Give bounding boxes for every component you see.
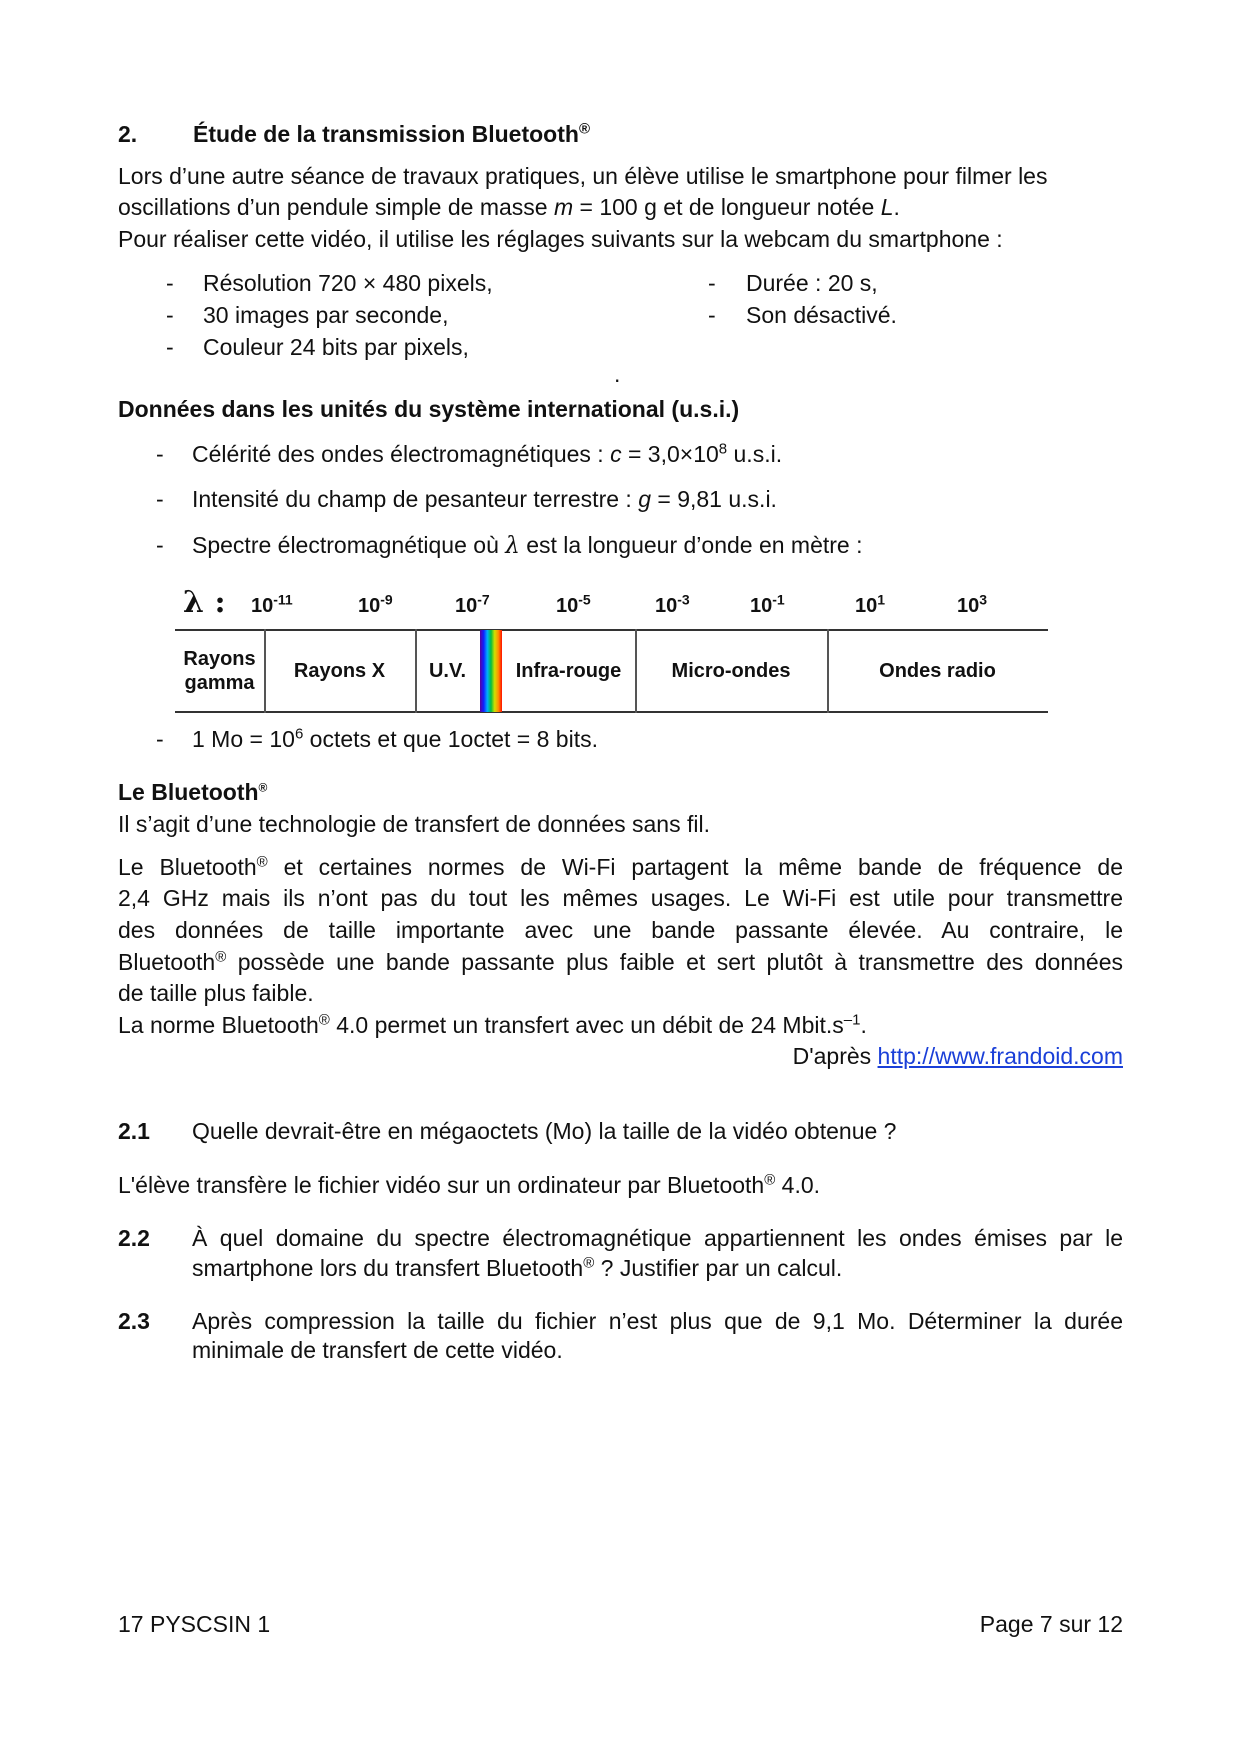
footer-page-number: Page 7 sur 12 xyxy=(979,1611,1123,1637)
question-2-1: Quelle devrait-être en mégaoctets (Mo) la taille de la vidéo obtenue ? xyxy=(192,1118,897,1144)
band-microwave: Micro-ondes xyxy=(671,660,791,682)
band-xray: Rayons X xyxy=(293,660,386,682)
section-number: 2. xyxy=(118,121,138,147)
wavelength-tick: $10^{-11}$ xyxy=(251,591,293,617)
band-infrared: Infra-rouge xyxy=(515,660,622,682)
section-title: Étude de la transmission Bluetooth® xyxy=(193,120,590,147)
list-dash: - xyxy=(156,532,164,558)
intro-line-2: oscillations d’un pendule simple de masse m = 100 g et de longueur notée L. xyxy=(118,194,900,220)
bluetooth-p2-line-2: 2,4 GHz mais ils n’ont pas du tout les mêmes usages. Le Wi-Fi est utile pour transmettre xyxy=(118,885,1123,911)
question-2-3-line-1: Après compression la taille du fichier n’est plus que de 9,1 Mo. Déterminer la durée xyxy=(192,1308,1123,1334)
stray-dot: . xyxy=(614,361,621,387)
wavelength-tick: $10^{-7}$ xyxy=(455,591,490,617)
lambda-label: λ : xyxy=(183,585,226,620)
setting-color-depth: Couleur 24 bits par pixels, xyxy=(203,334,469,360)
setting-duration: Durée : 20 s, xyxy=(746,270,878,296)
intro-line-1: Lors d’une autre séance de travaux pratiques, un élève utilise le smartphone pour filmer les xyxy=(118,163,1048,189)
data-celerity: Célérité des ondes électromagnétiques : $c = 3,0\times 10^8$ u.s.i. xyxy=(192,440,783,467)
wavelength-tick: $10^{-1}$ xyxy=(750,591,785,617)
bluetooth-p2-line-3: des données de taille importante avec une bande passante élevée. Au contraire, le xyxy=(118,917,1123,943)
source-link[interactable]: http://www.frandoid.com xyxy=(877,1043,1123,1069)
data-gravity: Intensité du champ de pesanteur terrestre : g = 9,81 u.s.i. xyxy=(192,486,777,512)
list-dash: - xyxy=(156,486,164,512)
band-uv: U.V. xyxy=(428,660,467,682)
question-number: 2.1 xyxy=(118,1118,150,1144)
bluetooth-p1: Il s’agit d’une technologie de transfert de données sans fil. xyxy=(118,811,710,837)
bluetooth-p2-line-5: de taille plus faible. xyxy=(118,980,314,1006)
data-spectrum-intro: Spectre électromagnétique où λ est la longueur d’onde en mètre : xyxy=(192,532,863,559)
wavelength-tick: $10^{-5}$ xyxy=(556,591,591,617)
question-2-2-line-2: smartphone lors du transfert Bluetooth® ? Justifier par un calcul. xyxy=(192,1254,843,1281)
question-number: 2.2 xyxy=(118,1225,150,1251)
intro-line-3: Pour réaliser cette vidéo, il utilise les réglages suivants sur la webcam du smartphone : xyxy=(118,226,1003,252)
wavelength-tick: $10^{-9}$ xyxy=(358,591,393,617)
list-dash: - xyxy=(708,302,716,328)
data-heading: Données dans les unités du système international (u.s.i.) xyxy=(118,396,740,422)
source-citation: D'après http://www.frandoid.com xyxy=(792,1043,1123,1069)
wavelength-tick: $10^3$ xyxy=(957,591,988,617)
em-spectrum-diagram xyxy=(175,585,1048,715)
setting-sound: Son désactivé. xyxy=(746,302,897,328)
band-gamma: Rayons gamma xyxy=(183,648,256,694)
transfer-statement: L'élève transfère le fichier vidéo sur un ordinateur par Bluetooth® 4.0. xyxy=(118,1171,821,1198)
list-dash: - xyxy=(708,270,716,296)
band-radio: Ondes radio xyxy=(879,660,996,682)
setting-resolution: Résolution 720 × 480 pixels, xyxy=(203,270,493,296)
data-megaoctet: 1 $Mo = 10^6$ octets et que 1octet = 8 bits. xyxy=(192,725,598,752)
bluetooth-heading: Le Bluetooth® xyxy=(118,779,268,805)
list-dash: - xyxy=(166,270,174,296)
list-dash: - xyxy=(156,726,164,752)
list-dash: - xyxy=(156,441,164,467)
list-dash: - xyxy=(166,334,174,360)
bluetooth-p3: La norme Bluetooth® 4.0 permet un transfert avec un débit de 24 $Mbit.s^{-1}$. xyxy=(118,1011,867,1038)
question-2-2-line-1: À quel domaine du spectre électromagnétique appartiennent les ondes émises par le xyxy=(192,1225,1123,1251)
wavelength-tick: $10^1$ xyxy=(855,591,886,617)
question-2-3-line-2: minimale de transfert de cette vidéo. xyxy=(192,1337,563,1363)
footer-exam-code: 17 PYSCSIN 1 xyxy=(118,1611,271,1637)
list-dash: - xyxy=(166,302,174,328)
bluetooth-p2-line-1: Le Bluetooth® et certaines normes de Wi-Fi partagent la même bande de fréquence de xyxy=(118,853,1124,880)
wavelength-tick: $10^{-3}$ xyxy=(655,591,690,617)
visible-light-band xyxy=(480,630,502,712)
setting-fps: 30 images par seconde, xyxy=(203,302,449,328)
question-number: 2.3 xyxy=(118,1308,150,1334)
bluetooth-p2-line-4: Bluetooth® possède une bande passante plus faible et sert plutôt à transmettre des données xyxy=(118,948,1123,975)
